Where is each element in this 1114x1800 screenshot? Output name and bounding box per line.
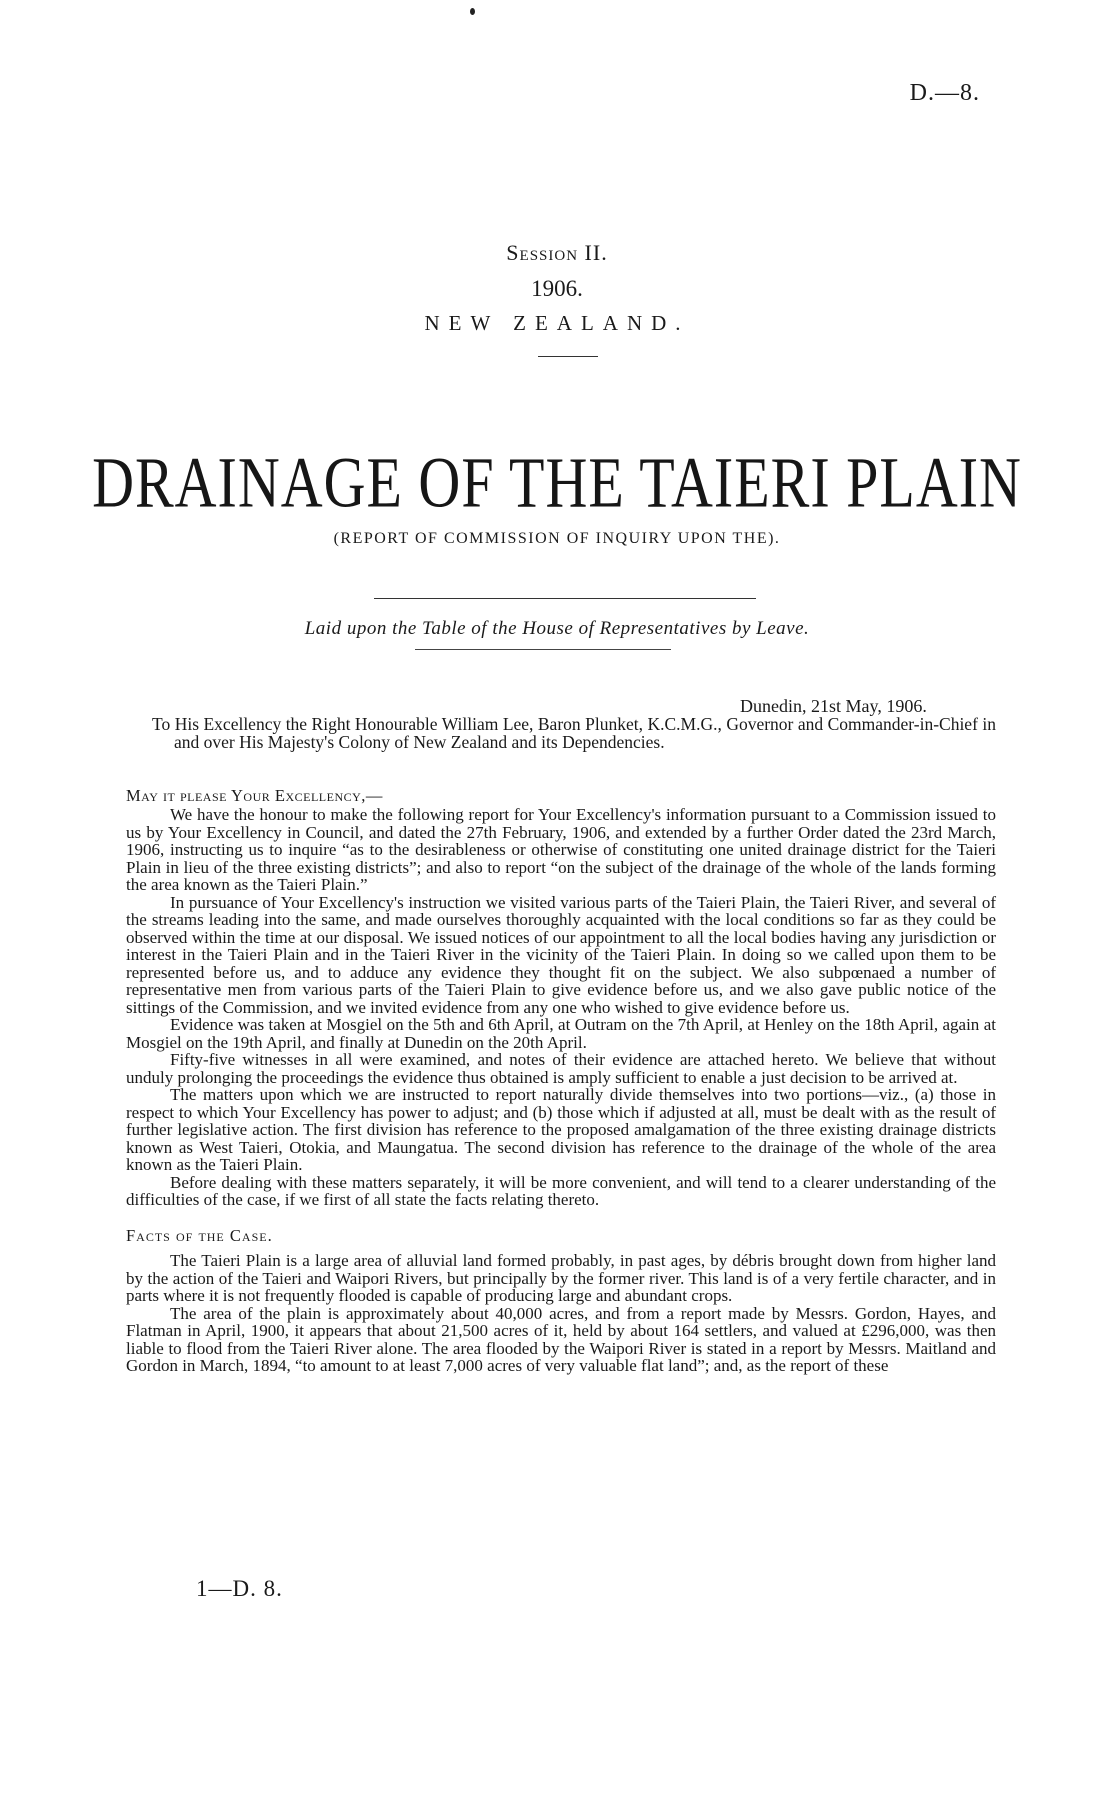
divider-short	[538, 356, 598, 357]
document-title: DRAINAGE OF THE TAIERI PLAIN	[92, 441, 1022, 523]
place-date: Dunedin, 21st May, 1906.	[740, 696, 927, 716]
paragraph: The area of the plain is approximately about 40,000 acres, and from a report made by Messrs. Gordon, Hayes, and Flatman in April, 1900, it appears that about 21,500 acres of it, held by about 164 settlers, and valued at £296,000, was then liable to flood from the Taieri River alone. The area flooded by the Waipori River is stated in a report by Messrs. Maitland and Gordon in March, 1894, “to amount to at least 7,000 acres of very valuable flat land”; and, as the report of these	[126, 1303, 996, 1375]
divider-under	[415, 649, 671, 650]
document-subtitle: (REPORT OF COMMISSION OF INQUIRY UPON THE).	[333, 530, 781, 547]
address-text: To His Excellency the Right Honourable William Lee, Baron Plunket, K.C.M.G., Governor and Commander-in-Chief in and over His Majesty's Colony of New Zealand and its Dependencies.	[152, 714, 996, 752]
footer-reference: 1—D. 8.	[196, 1576, 283, 1601]
ink-speck	[470, 8, 475, 15]
session-label: Session II.	[506, 240, 608, 265]
divider-mid	[374, 598, 756, 599]
paragraph: The Taieri Plain is a large area of alluvial land formed probably, in past ages, by débris brought down from higher land by the action of the Taieri and Waipori Rivers, but principally by the former river. This land is of a very fertile character, and in parts where it is not frequently flooded is capable of producing large and abundant crops.	[126, 1251, 996, 1305]
salutation: May it please Your Excellency,—	[126, 786, 383, 805]
paragraph: In pursuance of Your Excellency's instruction we visited various parts of the Taieri Plain, the Taieri River, and several of the streams leading into the same, and made ourselves thoroughly acquainted with the local conditions so far as they could be observed within the time at our disposal. We issued notices of our appointment to all the local bodies having any jurisdiction or interest in the Taieri Plain and in the Taieri River in the vicinity of the Taieri Plain. In doing so we called upon them to be represented before us, and to adduce any evidence they thought fit on the subject. We also subpœnaed a number of representative men from various parts of the Taieri Plain to give evidence before us, and we also gave public notice of the sittings of the Commission, and we invited evidence from any one who wished to give evidence before us.	[126, 892, 996, 1017]
year-label: 1906.	[531, 276, 583, 301]
page-reference: D.—8.	[909, 80, 980, 106]
paragraph: Fifty-five witnesses in all were examined, and notes of their evidence are attached hereto. We believe that without unduly prolonging the proceedings the evidence thus obtained is amply sufficient to enable a just decision to be arrived at.	[126, 1050, 996, 1087]
paragraph: The matters upon which we are instructed to report naturally divide themselves into two portions—viz., (a) those in respect to which Your Excellency has power to adjust; and (b) those which if adjusted at all, must be dealt with as the result of further legislative action. The first division has reference to the proposed amalgamation of the three existing drainage districts known as West Taieri, Otokia, and Maungatua. The second division has reference to the drainage of the whole of the area known as the Taieri Plain.	[126, 1085, 996, 1174]
address-block	[126, 716, 996, 751]
paragraph: Before dealing with these matters separately, it will be more convenient, and will tend to a clearer understanding of the difficulties of the case, if we first of all state the facts relating thereto.	[126, 1172, 996, 1209]
laid-notice: Laid upon the Table of the House of Representatives by Leave.	[304, 618, 810, 639]
report-body	[126, 806, 996, 1375]
paragraph: We have the honour to make the following report for Your Excellency's information pursuant to a Commission issued to us by Your Excellency in Council, and dated the 27th February, 1906, and extended by a further Order dated the 23rd March, 1906, instructing us to inquire “as to the desirableness or otherwise of constituting one united drainage district for the Taieri Plain in lieu of the three existing districts”; and also to report “on the subject of the drainage of the whole of the lands forming the area known as the Taieri Plain.”	[126, 805, 996, 894]
country-label: NEW ZEALAND.	[424, 311, 690, 335]
paragraph: Evidence was taken at Mosgiel on the 5th and 6th April, at Outram on the 7th April, at Henley on the 18th April, again at Mosgiel on the 19th April, and finally at Dunedin on the 20th April.	[126, 1015, 996, 1052]
section-heading: Facts of the Case.	[126, 1225, 273, 1245]
